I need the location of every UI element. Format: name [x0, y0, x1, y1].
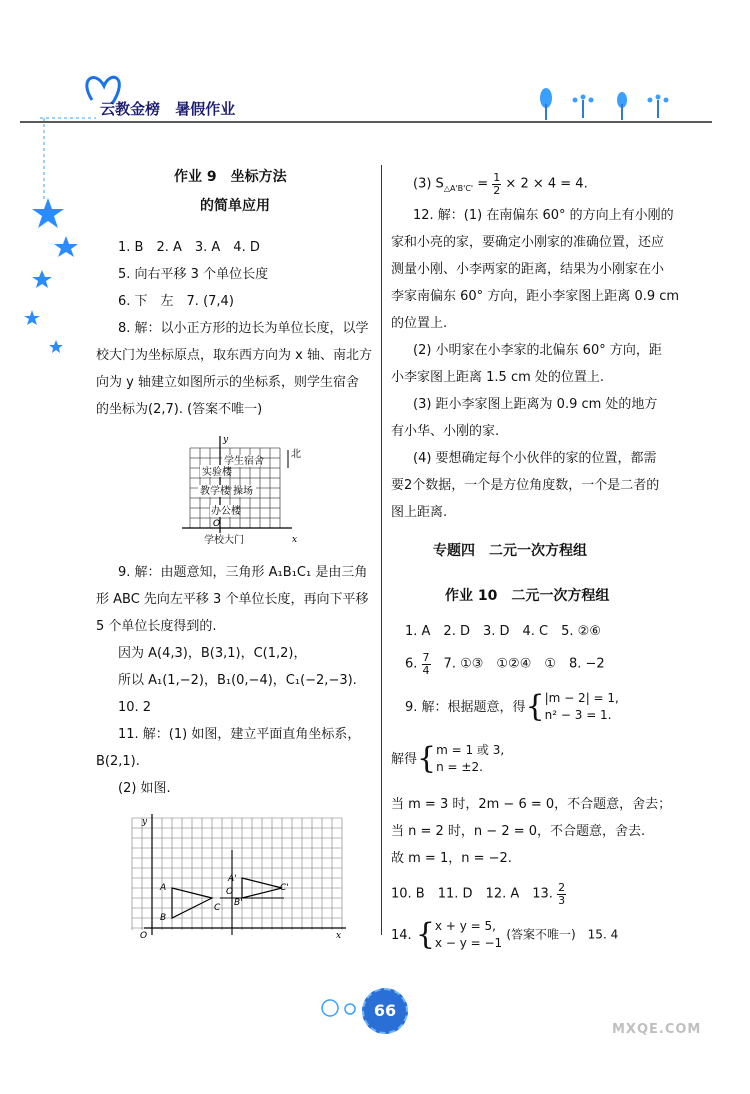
- answer-tail: 7. ①③ ①②④ ① 8. −2: [430, 656, 605, 672]
- system-lines: [545, 690, 619, 725]
- system-lines: [435, 918, 502, 953]
- brace-icon: {: [525, 689, 545, 725]
- equation: x − y = −1: [434, 936, 503, 951]
- header-subject: 暑假作业: [175, 100, 236, 118]
- map-origin-label: O: [213, 519, 221, 529]
- map-label: 操场: [233, 486, 253, 497]
- column-divider: [381, 165, 382, 935]
- answer-line: [413, 172, 588, 196]
- fraction: [422, 652, 431, 676]
- answer-line: (2) 小明家在小李家的北偏东 60° 方向，距: [413, 343, 662, 358]
- fraction-numerator: 7: [422, 651, 430, 664]
- answer-line: 测量小刚、小李两家的距离，结果为小刚家在小: [391, 262, 665, 277]
- answer-tail: (答案不唯一) 15. 4: [506, 927, 619, 942]
- fraction: [492, 172, 501, 196]
- grid-x-label: x: [336, 931, 342, 940]
- fraction-numerator: 2: [558, 881, 566, 894]
- answer-line: [391, 882, 566, 906]
- answer-line: 家和小亮的家，要确定小刚家的准确位置，还应: [391, 235, 665, 250]
- answer-line: 当 n = 2 时，n − 2 = 0，不合题意，舍去.: [391, 824, 646, 839]
- answer-line: 校大门为坐标原点，取东西方向为 x 轴、南北方: [96, 348, 372, 363]
- answer-line: 因为 A(4,3)，B(3,1)，C(1,2)，: [118, 646, 307, 661]
- answer-line: 故 m = 1，n = −2.: [391, 851, 512, 866]
- answer-line: 5 个单位长度得到的.: [96, 619, 217, 634]
- brace-icon: {: [417, 741, 437, 777]
- point-label: C': [280, 883, 289, 893]
- answer-line: (3) 距小李家图上距离为 0.9 cm 处的地方: [413, 397, 658, 412]
- star-icon: [49, 340, 63, 353]
- point-label: O: [226, 887, 234, 897]
- point-label: B': [234, 898, 243, 908]
- system-lead: 解得: [391, 751, 418, 767]
- map-label: 教学楼: [200, 486, 230, 497]
- answer-line: 5. 向右平移 3 个单位长度: [118, 267, 269, 282]
- answer-line: 8. 解：以小正方形的边长为单位长度，以学: [118, 321, 369, 336]
- answer-line: 李家南偏东 60° 方向，距小李家图上距离 0.9 cm: [391, 289, 680, 304]
- answer-line: 当 m = 3 时，2m − 6 = 0，不合题意，舍去；: [391, 797, 672, 812]
- header-title: [100, 98, 235, 119]
- grid-origin-label: O: [140, 931, 148, 940]
- answer-line: 11. 解：(1) 如图，建立平面直角坐标系，: [118, 727, 361, 742]
- fraction-numerator: 1: [493, 171, 501, 184]
- point-label: B: [160, 913, 167, 923]
- equation-system: [391, 918, 618, 953]
- answer-line: 的位置上.: [391, 316, 448, 331]
- answer-line: 向为 y 轴建立如图所示的坐标系，则学生宿舍: [96, 375, 359, 390]
- star-decoration: [0, 190, 90, 370]
- equation-system: [405, 690, 619, 725]
- answer-line: 10. 2: [118, 700, 152, 715]
- section-title: 作业 9 坐标方法: [174, 169, 287, 185]
- point-label: A: [160, 883, 167, 893]
- map-label: 实验楼: [202, 467, 232, 478]
- map-north-label: 北: [291, 449, 301, 460]
- grid-y-label: y: [142, 817, 148, 827]
- answer-line: 6. 下 左 7. (7,4): [118, 294, 234, 309]
- fraction: [557, 882, 566, 906]
- area-result: × 2 × 4 = 4.: [501, 176, 588, 192]
- area-symbol: (3) S: [413, 176, 444, 192]
- system-lines: [436, 742, 504, 777]
- fraction-denominator: 4: [422, 663, 430, 677]
- answer-line: 的坐标为(2,7). (答案不唯一): [96, 402, 263, 417]
- system-lead: 9. 解：根据题意，得: [405, 699, 526, 715]
- area-subscript: △A'B'C': [443, 184, 474, 194]
- answer-line: 9. 解：由题意知，三角形 A₁B₁C₁ 是由三角: [118, 565, 368, 580]
- equation: |m − 2| = 1,: [544, 691, 619, 705]
- bubble-icon: [322, 1000, 338, 1016]
- answer-line: 图上距离.: [391, 505, 448, 520]
- answer-prefix: 6.: [405, 656, 422, 672]
- page-number: 66: [362, 988, 408, 1034]
- star-icon: [54, 236, 78, 257]
- star-icon: [32, 198, 64, 228]
- fraction-denominator: 3: [558, 893, 566, 907]
- answer-line: 1. B 2. A 3. A 4. D: [118, 240, 260, 255]
- point-label: C: [214, 903, 221, 913]
- map-x-label: x: [292, 535, 298, 545]
- answer-line: [405, 652, 605, 676]
- answer-line: 形 ABC 先向左平移 3 个单位长度，再向下平移: [96, 592, 369, 607]
- map-gate-label: 学校大门: [204, 535, 244, 546]
- star-icon: [32, 270, 52, 288]
- point-label: A': [228, 874, 237, 884]
- answer-line: 12. 解：(1) 在南偏东 60° 的方向上有小刚的: [413, 208, 674, 223]
- answer-line: (4) 要想确定每个小伙伴的家的位置，都需: [413, 451, 657, 466]
- answer-line: B(2,1).: [96, 754, 140, 769]
- answer-line: 有小华、小刚的家.: [391, 424, 500, 439]
- equals: =: [473, 176, 493, 192]
- coordinate-grid-figure: [124, 810, 354, 940]
- section-subtitle: 的简单应用: [200, 198, 270, 214]
- brand-name: 云教金榜: [100, 100, 161, 118]
- watermark-text: MXQE.COM: [612, 1022, 702, 1037]
- answer-line: 1. A 2. D 3. D 4. C 5. ②⑥: [405, 624, 601, 639]
- equation: m = 1 或 3,: [436, 743, 505, 757]
- section-title: 作业 10 二元一次方程组: [445, 588, 610, 604]
- system-lead: 14.: [391, 927, 416, 943]
- map-y-label: y: [223, 435, 229, 445]
- equation: n² − 3 = 1.: [544, 708, 612, 723]
- map-label: 学生宿舍: [224, 456, 264, 467]
- topic-title: 专题四 二元一次方程组: [433, 543, 587, 559]
- tree-icon: [540, 88, 669, 120]
- answer-line: 所以 A₁(1,−2)，B₁(0,−4)，C₁(−2,−3).: [118, 673, 357, 688]
- answer-line: 小李家图上距离 1.5 cm 处的位置上.: [391, 370, 605, 385]
- brace-icon: {: [415, 917, 435, 953]
- equation: n = ±2.: [436, 760, 483, 775]
- answer-line: 要2个数据，一个是方位角度数，一个是二者的: [391, 478, 660, 493]
- answer-prefix: 10. B 11. D 12. A 13.: [391, 886, 558, 902]
- equation-system: [391, 742, 504, 777]
- map-label: 办公楼: [211, 506, 241, 517]
- fraction-denominator: 2: [493, 183, 501, 197]
- footer-bubbles: [318, 996, 362, 1020]
- equation: x + y = 5,: [434, 919, 496, 933]
- star-icon: [24, 310, 40, 325]
- bubble-icon: [345, 1004, 355, 1014]
- school-map-figure: [180, 428, 320, 548]
- answer-line: (2) 如图.: [118, 781, 171, 796]
